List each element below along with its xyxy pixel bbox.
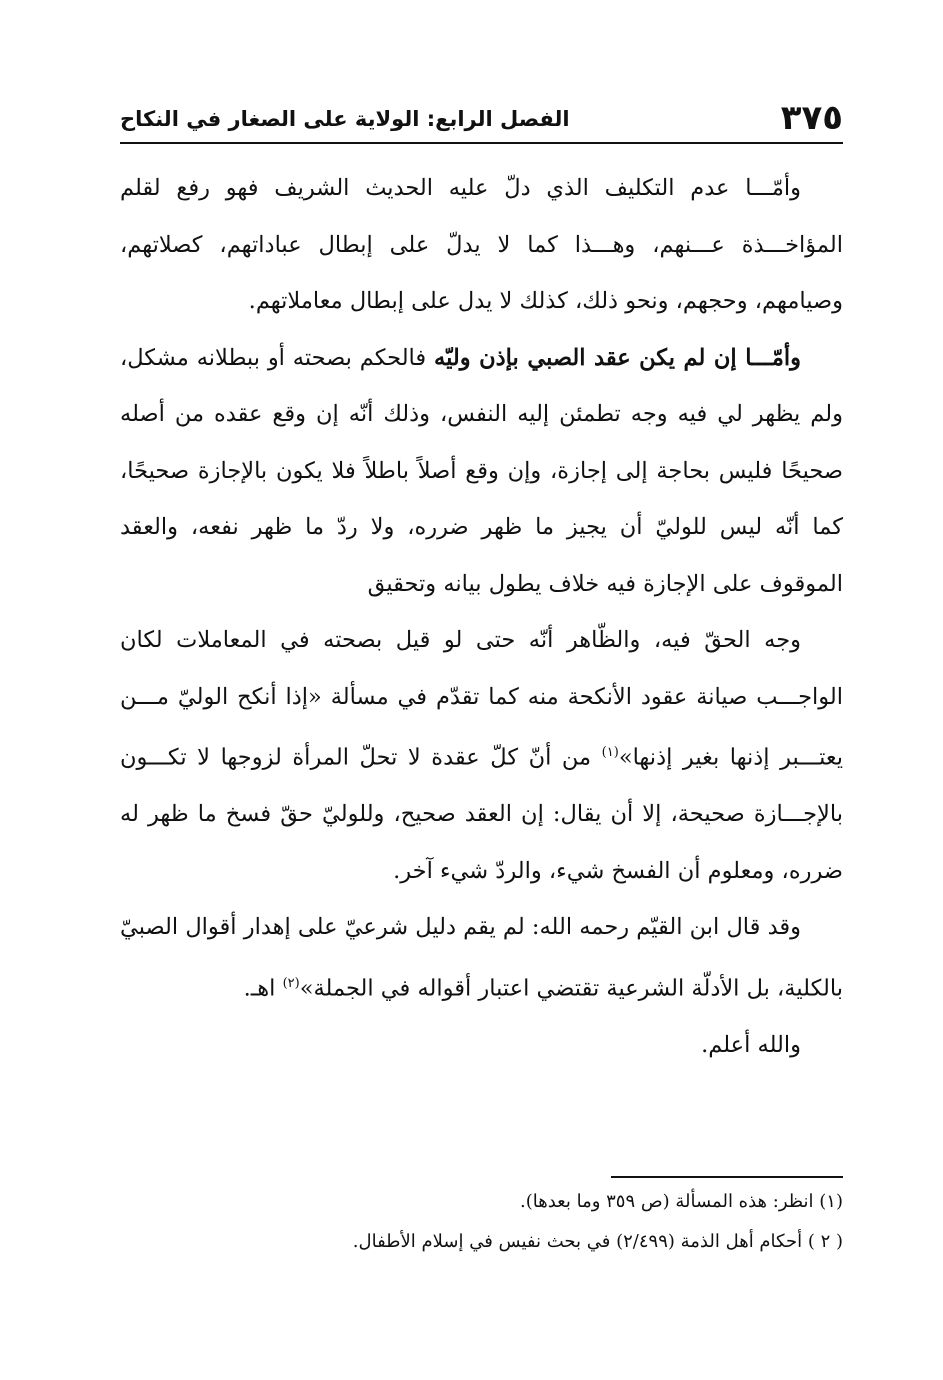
page-header <box>120 96 843 144</box>
paragraph-4-text-b: اهـ. <box>243 975 283 1001</box>
footnote-ref-1: (١) <box>601 745 619 760</box>
paragraph-5: والله أعلم. <box>701 1031 801 1058</box>
paragraph-2 <box>120 330 843 613</box>
footnote-1: (١) انظر: هذه المسألة (ص ٣٥٩ وما بعدها). <box>520 1191 843 1212</box>
paragraph-4-text-a: وقد قال ابن القيّم رحمه الله: لم يقم دليل شرعيّ على إهدار أقوال الصبيّ بالكلية، بل الأدلّة الشرعية تقتضي اعتبار أقواله في الجملة» <box>120 914 843 1001</box>
paragraph-1: وأمّـــا عدم التكليف الذي دلّ عليه الحديث الشريف فهو رفع لقلم المؤاخـــذة عـــنهم، وهـــذا كما لا يدلّ على إبطال عباداتهم، كصلاتهم، وصيامهم، وحجهم، ونحو ذلك، كذلك لا يدل على إبطال معاملاتهم. <box>120 175 843 314</box>
paragraph-3-text-b: من أنّ كلّ عقدة لا تحلّ المرأة لزوجها لا تكـــون بالإجـــازة صحيحة، إلا أن يقال: إن العقد صحيح، وللوليّ حقّ فسخ ما ظهر له ضرره، ومعلوم أن الفسخ شيء، والردّ شيء آخر. <box>120 744 843 884</box>
paragraph-3-text-a: وجه الحقّ فيه، والظّاهر أنّه حتى لو قيل بصحته في المعاملات لكان الواجـــب صيانة عقود الأنكحة منه كما تقدّم في مسألة «إذا أنكح الوليّ مـــن يعتـــبر إذنها بغير إذنها» <box>120 627 843 771</box>
footnotes <box>120 1182 843 1262</box>
page-number: ٣٧٥ <box>780 98 843 138</box>
paragraph-2-text: فالحكم بصحته أو ببطلانه مشكل، ولم يظهر لي فيه وجه تطمئن إليه النفس، وذلك أنّه إن وقع عقده من أصله صحيحًا فليس بحاجة إلى إجازة، وإن وقع أصلاً باطلاً فلا يكون بالإجازة صحيحًا، كما أنّه ليس للوليّ أن يجيز ما ظهر ضرره، ولا ردّ ما ظهر نفعه، والعقد الموقوف على الإجازة فيه خلاف يطول بيانه وتحقيق <box>120 344 843 597</box>
main-text <box>120 160 843 1073</box>
footnote-2: ( ٢ ) أحكام أهل الذمة (٢/٤٩٩) في بحث نفيس في إسلام الأطفال. <box>352 1231 843 1252</box>
bold-lead: وأمّـــا إن لم يكن عقد الصبي بإذن وليّه <box>434 344 801 371</box>
footnote-ref-2: (٢) <box>282 975 300 991</box>
running-title: الفصل الرابع: الولاية على الصغار في النكاح <box>120 107 570 131</box>
paragraph-4 <box>120 899 843 1017</box>
paragraph-3 <box>120 612 843 899</box>
footnote-divider <box>611 1176 843 1178</box>
